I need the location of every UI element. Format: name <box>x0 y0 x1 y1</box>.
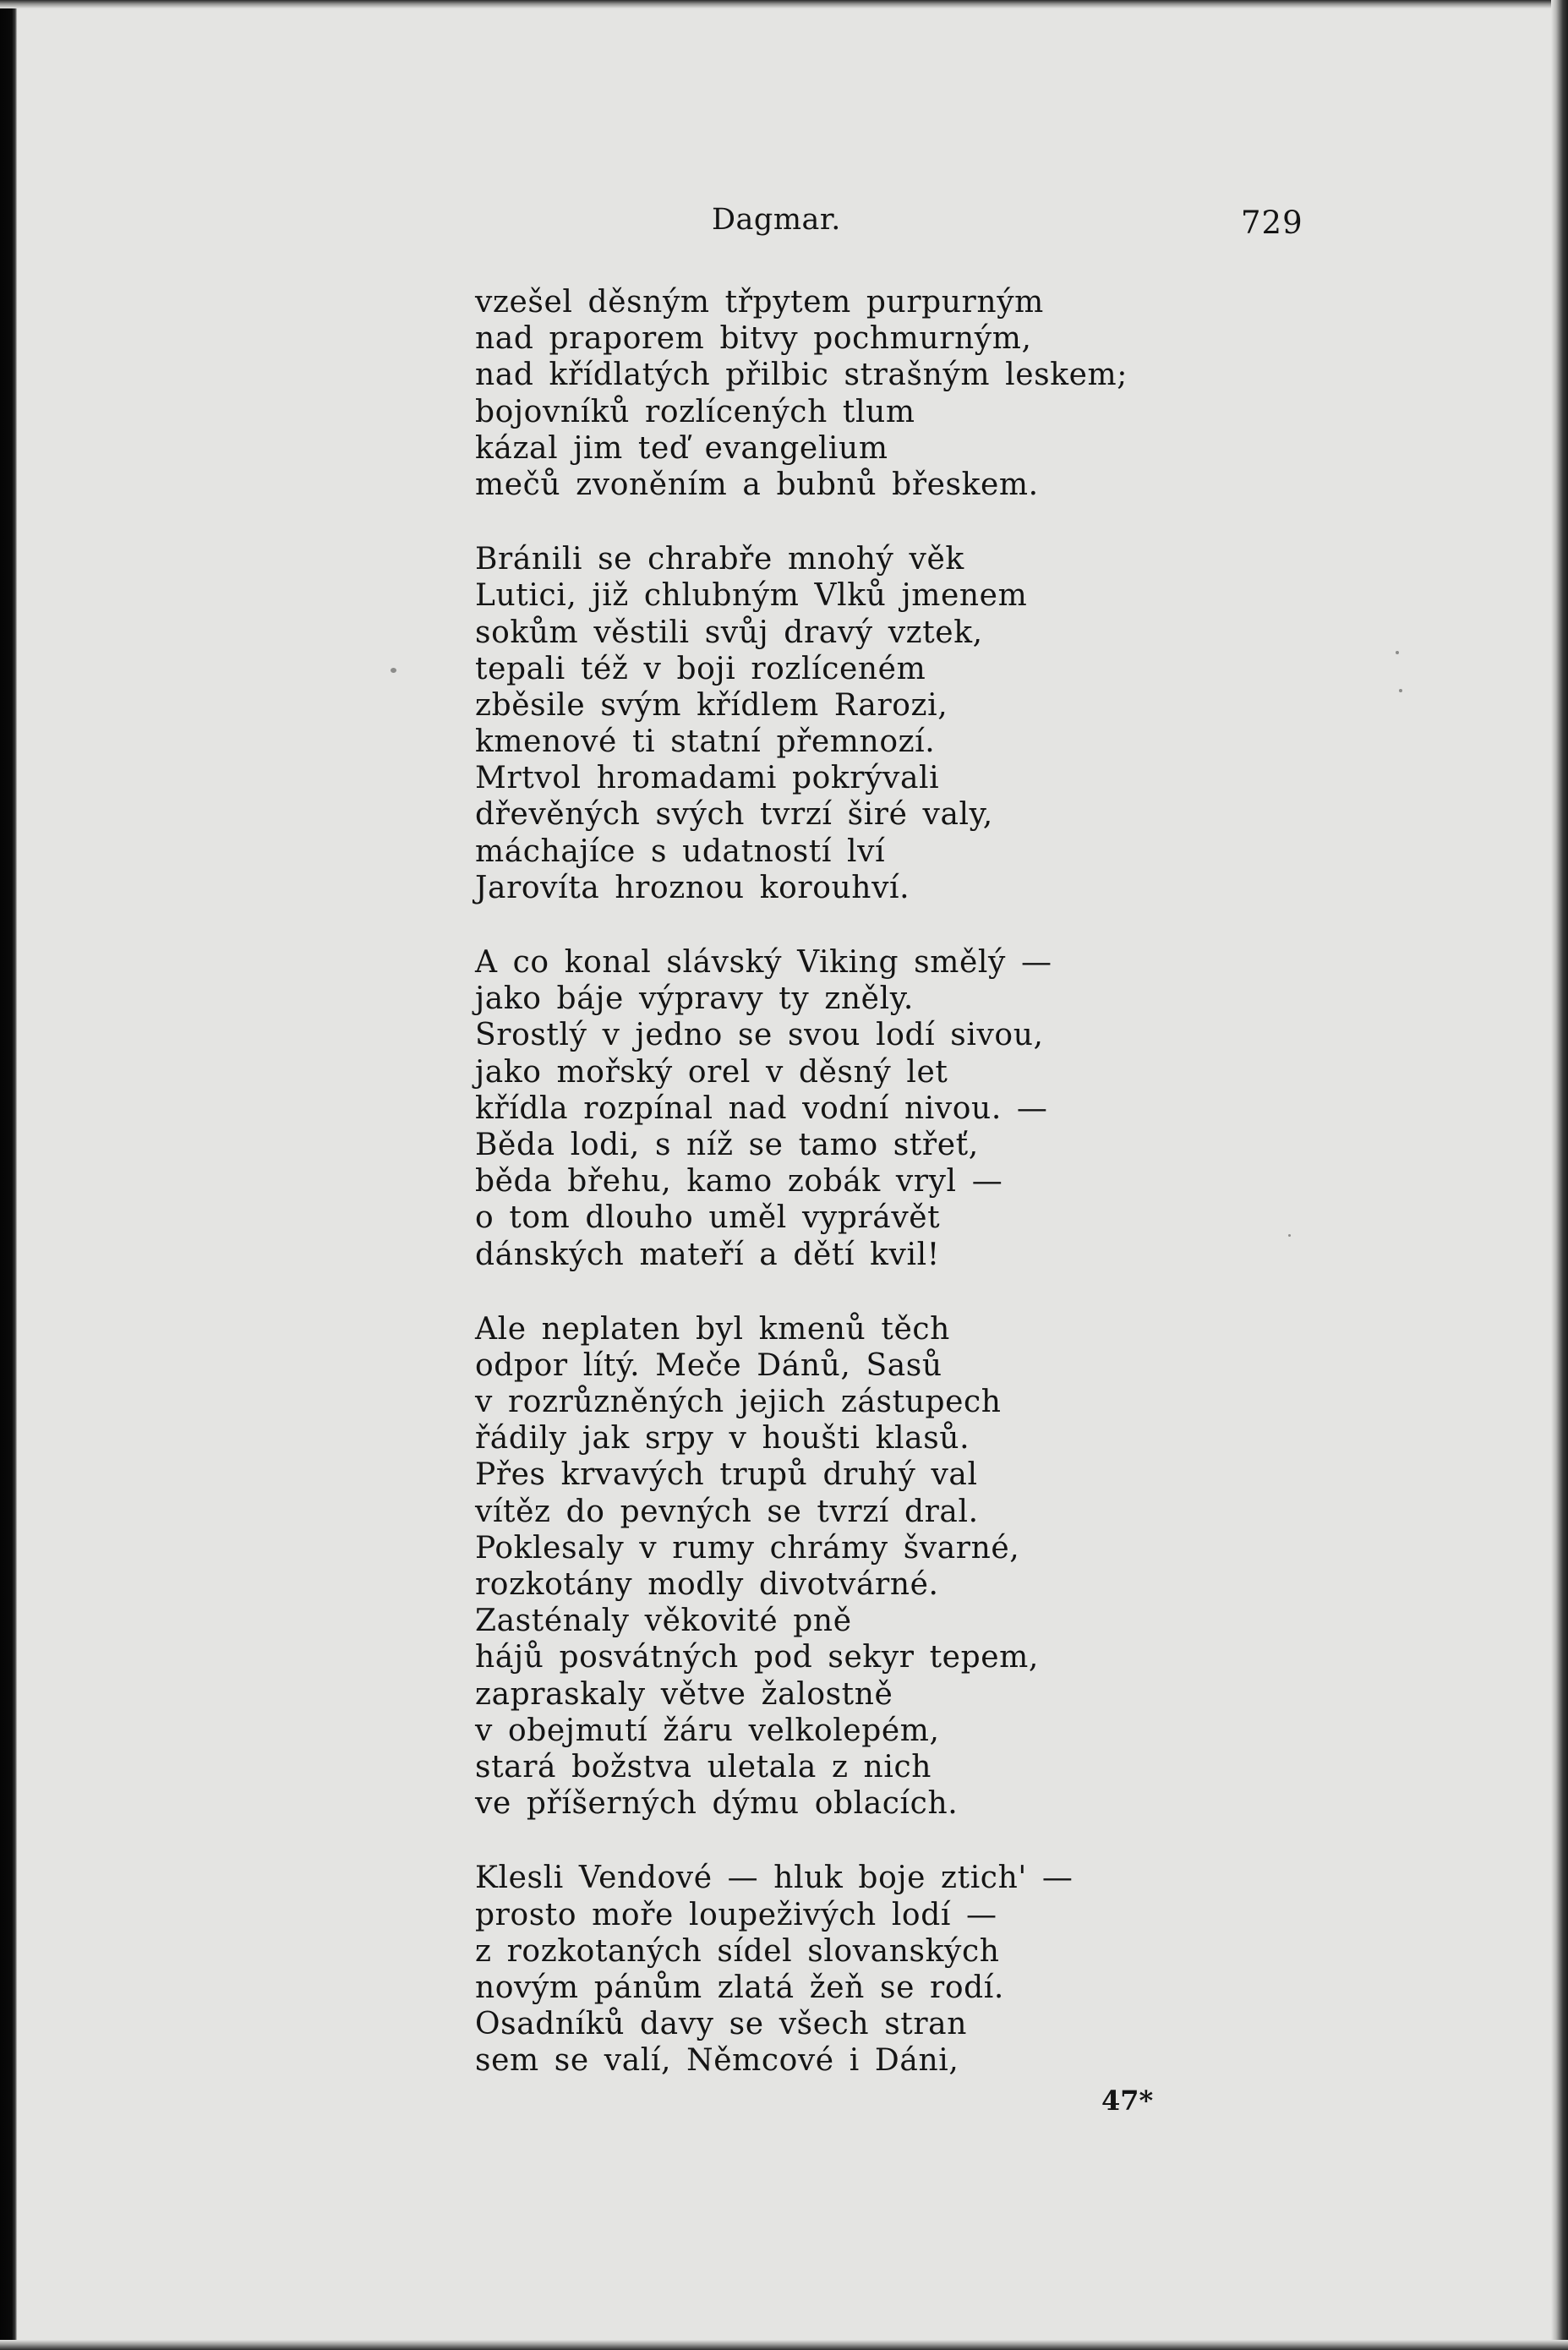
poem-line: Jarovíta hroznou korouhví. <box>475 870 910 905</box>
poem-line: běda břehu, kamo zobák vryl — <box>475 1164 1003 1200</box>
poem-line: jako báje výpravy ty zněly. <box>475 981 914 1017</box>
poem-line: A co konal slávský Viking smělý — <box>475 945 1052 980</box>
poem-line: kmenové ti statní přemnozí. <box>475 724 936 760</box>
poem-line: nad praporem bitvy pochmurným, <box>475 321 1032 357</box>
poem-line: v rozrůzněných jejich zástupech <box>475 1385 1002 1420</box>
page-left-binding-edge <box>0 0 17 2350</box>
poem-line: Ale neplaten byl kmenů těch <box>475 1311 950 1347</box>
page-right-edge <box>1551 0 1568 2350</box>
poem-line: stará božstva uletala z nich <box>475 1749 932 1784</box>
stanza <box>475 1311 1151 1823</box>
poem-line: Bránili se chrabře mnohý věk <box>475 542 964 577</box>
poem-line: Srostlý v jedno se svou lodí sivou, <box>475 1018 1044 1053</box>
poem-line: Klesli Vendové — hluk boje ztich' — <box>475 1861 1074 1896</box>
poem-line: odpor lítý. Meče Dánů, Sasů <box>475 1347 942 1383</box>
printer-signature-mark: 47* <box>1101 2085 1154 2117</box>
stanza <box>475 944 1151 1273</box>
poem-line: rozkotány modly divotvárné. <box>475 1567 939 1602</box>
poem-line: kázal jim teď evangelium <box>475 430 888 466</box>
poem-line: máchajíce s udatností lví <box>475 833 886 869</box>
scan-speck <box>1288 1234 1291 1237</box>
poem-line: zapraskaly větve žalostně <box>475 1676 893 1712</box>
poem-line: bojovníků rozlícených tlum <box>475 394 915 429</box>
poem-line: zběsile svým křídlem Rarozi, <box>475 687 948 723</box>
page-number: 729 <box>1241 205 1303 241</box>
poem-line: Mrtvol hromadami pokrývali <box>475 761 940 796</box>
scan-speck <box>1399 689 1402 692</box>
poem-line: jako mořský orel v děsný let <box>475 1054 948 1090</box>
poem-line: tepali též v boji rozlíceném <box>475 651 926 686</box>
scan-speck <box>391 668 396 673</box>
running-head: Dagmar. <box>712 203 841 237</box>
poem-line: sem se valí, Němcové i Dáni, <box>475 2043 959 2079</box>
poem-line: v obejmutí žáru velkolepém, <box>475 1713 940 1748</box>
poem-line: Běda lodi, s níž se tamo střeť, <box>475 1127 979 1162</box>
poem-line: Osadníků davy se všech stran <box>475 2007 967 2042</box>
poem-line: prosto moře loupeživých lodí — <box>475 1897 997 1932</box>
stanza <box>475 1860 1151 2079</box>
poem-line: nad křídlatých přilbic strašným leskem; <box>475 358 1128 393</box>
page-header <box>0 203 1568 245</box>
poem-line: dánských mateří a dětí kvil! <box>475 1237 940 1272</box>
poem-line: řádily jak srpy v houšti klasů. <box>475 1421 970 1456</box>
poem-line: mečů zvoněním a bubnů břeskem. <box>475 467 1039 502</box>
poem-line: Přes krvavých trupů druhý val <box>475 1457 978 1493</box>
poem-line: křídla rozpínal nad vodní nivou. — <box>475 1090 1048 1126</box>
poem-line: ve příšerných dýmu oblacích. <box>475 1786 959 1822</box>
poem-line: dřevěných svých tvrzí širé valy, <box>475 797 993 833</box>
page-bottom-edge <box>0 2340 1568 2350</box>
poem-line: Poklesaly v rumy chrámy švarné, <box>475 1530 1020 1566</box>
poem-line: vítěz do pevných se tvrzí dral. <box>475 1494 979 1529</box>
poem-line: Zasténaly věkovité pně <box>475 1604 852 1639</box>
stanza <box>475 284 1151 503</box>
poem-line: vzešel děsným třpytem purpurným <box>475 285 1044 320</box>
page-top-edge <box>0 0 1568 8</box>
scan-speck <box>1396 651 1399 654</box>
stanza <box>475 541 1151 906</box>
poem-line: Lutici, již chlubným Vlků jmenem <box>475 578 1028 614</box>
poem-body <box>475 284 1154 2117</box>
poem-line: o tom dlouho uměl vyprávět <box>475 1200 941 1236</box>
poem-line: novým pánům zlatá žeň se rodí. <box>475 1970 1004 2005</box>
poem-line: sokům věstili svůj dravý vztek, <box>475 615 983 650</box>
poem-line: hájů posvátných pod sekyr tepem, <box>475 1640 1039 1675</box>
poem-line: z rozkotaných sídel slovanských <box>475 1933 1000 1969</box>
